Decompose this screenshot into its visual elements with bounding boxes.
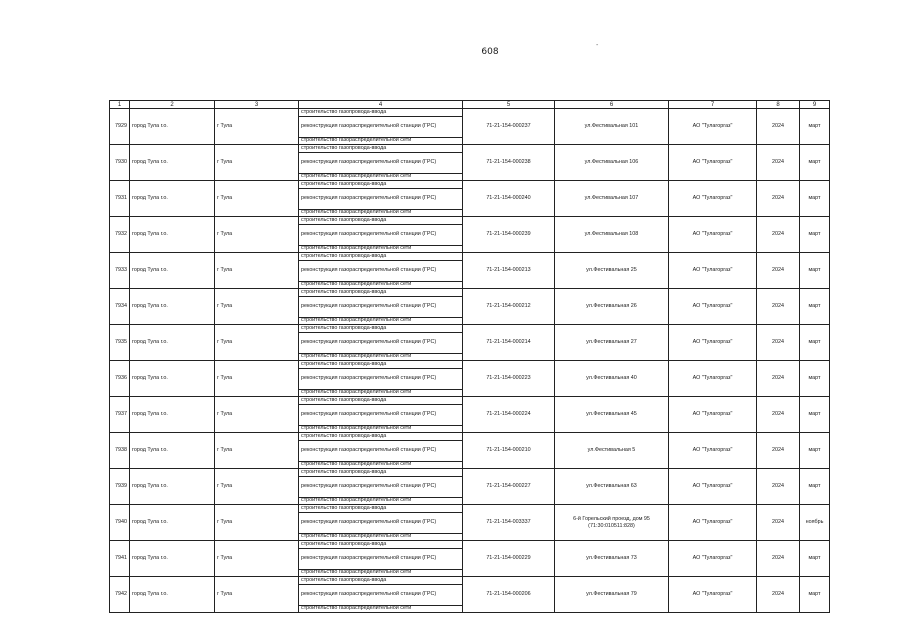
month-cell: март — [800, 109, 830, 145]
activity-grs-reconstruction: реконструкция газораспределительной станции (ГРС) — [299, 476, 463, 497]
col-header-6: 6 — [555, 101, 669, 109]
address-line: ул.Фестивальная 63 — [586, 483, 637, 490]
address-cell — [555, 361, 669, 397]
address-line: ул.Фестивальная 79 — [586, 591, 637, 598]
object-code-cell: 71-21-154-000227 — [463, 469, 555, 505]
object-code-cell: 71-21-154-000223 — [463, 361, 555, 397]
municipality-cell: город Тула г.о. — [130, 361, 215, 397]
row-number: 7937 — [110, 397, 130, 433]
municipality-cell: город Тула г.о. — [130, 433, 215, 469]
activity-distribution-network: строительство газораспределительной сети — [299, 497, 463, 505]
activity-distribution-network: строительство газораспределительной сети — [299, 425, 463, 433]
municipality-cell: город Тула г.о. — [130, 109, 215, 145]
activity-gas-inlet: строительство газопровода-ввода — [299, 505, 463, 513]
organization-cell: АО "Тулагоргаз" — [669, 253, 757, 289]
activity-distribution-network: строительство газораспределительной сети — [299, 281, 463, 289]
activity-gas-inlet: строительство газопровода-ввода — [299, 325, 463, 333]
activity-grs-reconstruction: реконструкция газораспределительной станции (ГРС) — [299, 332, 463, 353]
address-line: ул.Фестивальная 73 — [586, 555, 637, 562]
page-number: 608 — [481, 47, 499, 57]
object-code-cell: 71-21-154-000210 — [463, 433, 555, 469]
month-cell: март — [800, 469, 830, 505]
table-row — [110, 181, 830, 189]
table-row — [110, 253, 830, 261]
organization-cell: АО "Тулагоргаз" — [669, 181, 757, 217]
locality-cell: г Тула — [215, 397, 299, 433]
activity-distribution-network: строительство газораспределительной сети — [299, 245, 463, 253]
activity-distribution-network: строительство газораспределительной сети — [299, 317, 463, 325]
row-number: 7929 — [110, 109, 130, 145]
activity-grs-reconstruction: реконструкция газораспределительной станции (ГРС) — [299, 296, 463, 317]
organization-cell: АО "Тулагоргаз" — [669, 505, 757, 541]
row-number: 7941 — [110, 541, 130, 577]
municipality-cell: город Тула г.о. — [130, 145, 215, 181]
table-row — [110, 217, 830, 225]
address-cell — [555, 145, 669, 181]
activity-grs-reconstruction: реконструкция газораспределительной станции (ГРС) — [299, 260, 463, 281]
address-cadastral: (71:30:010511:828) — [588, 522, 635, 529]
month-cell: март — [800, 361, 830, 397]
table-body — [110, 109, 830, 613]
activity-distribution-network: строительство газораспределительной сети — [299, 353, 463, 361]
address-line: ул.Фестивальная 26 — [586, 303, 637, 310]
col-header-9: 9 — [800, 101, 830, 109]
locality-cell: г Тула — [215, 325, 299, 361]
year-cell: 2024 — [757, 289, 800, 325]
activity-gas-inlet: строительство газопровода-ввода — [299, 397, 463, 405]
address-cell — [555, 469, 669, 505]
activity-distribution-network: строительство газораспределительной сети — [299, 389, 463, 397]
object-code-cell: 71-21-154-003337 — [463, 505, 555, 541]
locality-cell: г Тула — [215, 253, 299, 289]
address-cell — [555, 217, 669, 253]
municipality-cell: город Тула г.о. — [130, 577, 215, 613]
row-number: 7933 — [110, 253, 130, 289]
address-cell — [555, 253, 669, 289]
activity-grs-reconstruction: реконструкция газораспределительной станции (ГРС) — [299, 512, 463, 533]
table-row — [110, 145, 830, 153]
activity-gas-inlet: строительство газопровода-ввода — [299, 145, 463, 153]
address-line: ул.Фестивальная 27 — [586, 339, 637, 346]
col-header-8: 8 — [757, 101, 800, 109]
month-cell: март — [800, 181, 830, 217]
row-number: 7936 — [110, 361, 130, 397]
year-cell: 2024 — [757, 361, 800, 397]
address-line: ул.Фестивальная 106 — [584, 159, 639, 166]
organization-cell: АО "Тулагоргаз" — [669, 217, 757, 253]
table-row — [110, 469, 830, 477]
locality-cell: г Тула — [215, 181, 299, 217]
object-code-cell: 71-21-154-000214 — [463, 325, 555, 361]
activity-distribution-network: строительство газораспределительной сети — [299, 533, 463, 541]
month-cell: март — [800, 541, 830, 577]
month-cell: март — [800, 397, 830, 433]
address-cell — [555, 505, 669, 541]
table-row — [110, 433, 830, 441]
municipality-cell: город Тула г.о. — [130, 253, 215, 289]
locality-cell: г Тула — [215, 109, 299, 145]
address-cell — [555, 181, 669, 217]
address-cell — [555, 109, 669, 145]
table-row — [110, 577, 830, 585]
locality-cell: г Тула — [215, 361, 299, 397]
organization-cell: АО "Тулагоргаз" — [669, 289, 757, 325]
row-number: 7942 — [110, 577, 130, 613]
locality-cell: г Тула — [215, 433, 299, 469]
object-code-cell: 71-21-154-000238 — [463, 145, 555, 181]
col-header-4: 4 — [299, 101, 463, 109]
row-number: 7930 — [110, 145, 130, 181]
activity-gas-inlet: строительство газопровода-ввода — [299, 289, 463, 297]
object-code-cell: 71-21-154-000240 — [463, 181, 555, 217]
row-number: 7931 — [110, 181, 130, 217]
activity-distribution-network: строительство газораспределительной сети — [299, 209, 463, 217]
activity-gas-inlet: строительство газопровода-ввода — [299, 181, 463, 189]
row-number: 7935 — [110, 325, 130, 361]
object-code-cell: 71-21-154-000229 — [463, 541, 555, 577]
activity-grs-reconstruction: реконструкция газораспределительной станции (ГРС) — [299, 224, 463, 245]
month-cell: март — [800, 145, 830, 181]
locality-cell: г Тула — [215, 469, 299, 505]
month-cell: март — [800, 577, 830, 613]
organization-cell: АО "Тулагоргаз" — [669, 541, 757, 577]
table-row — [110, 361, 830, 369]
table-row — [110, 289, 830, 297]
address-line: ул.Фестивальная 107 — [584, 195, 639, 202]
month-cell: ноябрь — [800, 505, 830, 541]
activity-grs-reconstruction: реконструкция газораспределительной станции (ГРС) — [299, 152, 463, 173]
row-number: 7939 — [110, 469, 130, 505]
address-cell — [555, 397, 669, 433]
month-cell: март — [800, 433, 830, 469]
address-cell — [555, 541, 669, 577]
address-line: ул.Фестивальная 101 — [584, 123, 639, 130]
address-line: ул.Фестивальная 108 — [584, 231, 639, 238]
locality-cell: г Тула — [215, 217, 299, 253]
municipality-cell: город Тула г.о. — [130, 217, 215, 253]
activity-gas-inlet: строительство газопровода-ввода — [299, 433, 463, 441]
municipality-cell: город Тула г.о. — [130, 505, 215, 541]
address-line: ул.Фестивальная 45 — [586, 411, 637, 418]
year-cell: 2024 — [757, 577, 800, 613]
object-code-cell: 71-21-154-000206 — [463, 577, 555, 613]
year-cell: 2024 — [757, 181, 800, 217]
municipality-cell: город Тула г.о. — [130, 541, 215, 577]
year-cell: 2024 — [757, 109, 800, 145]
activity-gas-inlet: строительство газопровода-ввода — [299, 253, 463, 261]
locality-cell: г Тула — [215, 505, 299, 541]
address-line: 6-й Горельский проезд, дом 95 — [573, 516, 650, 523]
activity-grs-reconstruction: реконструкция газораспределительной станции (ГРС) — [299, 188, 463, 209]
organization-cell: АО "Тулагоргаз" — [669, 325, 757, 361]
activity-distribution-network: строительство газораспределительной сети — [299, 173, 463, 181]
month-cell: март — [800, 325, 830, 361]
address-line: ул.Фестивальная 25 — [586, 267, 637, 274]
table-row — [110, 109, 830, 117]
address-cell — [555, 577, 669, 613]
organization-cell: АО "Тулагоргаз" — [669, 577, 757, 613]
object-code-cell: 71-21-154-000239 — [463, 217, 555, 253]
activity-gas-inlet: строительство газопровода-ввода — [299, 109, 463, 117]
object-code-cell: 71-21-154-000212 — [463, 289, 555, 325]
col-header-1: 1 — [110, 101, 130, 109]
col-header-5: 5 — [463, 101, 555, 109]
year-cell: 2024 — [757, 325, 800, 361]
object-code-cell: 71-21-154-000213 — [463, 253, 555, 289]
activity-grs-reconstruction: реконструкция газораспределительной станции (ГРС) — [299, 368, 463, 389]
month-cell: март — [800, 289, 830, 325]
activity-grs-reconstruction: реконструкция газораспределительной станции (ГРС) — [299, 584, 463, 605]
year-cell: 2024 — [757, 145, 800, 181]
activity-grs-reconstruction: реконструкция газораспределительной станции (ГРС) — [299, 116, 463, 137]
activity-distribution-network: строительство газораспределительной сети — [299, 137, 463, 145]
address-line: ул.Фестивальная 40 — [586, 375, 637, 382]
year-cell: 2024 — [757, 217, 800, 253]
organization-cell: АО "Тулагоргаз" — [669, 469, 757, 505]
table-row — [110, 505, 830, 513]
object-code-cell: 71-21-154-000224 — [463, 397, 555, 433]
address-line: ул.Фестивальная 5 — [587, 447, 636, 454]
year-cell: 2024 — [757, 253, 800, 289]
activity-grs-reconstruction: реконструкция газораспределительной станции (ГРС) — [299, 404, 463, 425]
year-cell: 2024 — [757, 397, 800, 433]
row-number: 7932 — [110, 217, 130, 253]
year-cell: 2024 — [757, 433, 800, 469]
municipality-cell: город Тула г.о. — [130, 325, 215, 361]
address-cell — [555, 433, 669, 469]
table-row — [110, 541, 830, 549]
municipality-cell: город Тула г.о. — [130, 289, 215, 325]
gas-works-table — [109, 100, 830, 613]
col-header-7: 7 — [669, 101, 757, 109]
col-header-3: 3 — [215, 101, 299, 109]
table-row — [110, 397, 830, 405]
row-number: 7938 — [110, 433, 130, 469]
col-header-2: 2 — [130, 101, 215, 109]
activity-gas-inlet: строительство газопровода-ввода — [299, 541, 463, 549]
activity-gas-inlet: строительство газопровода-ввода — [299, 469, 463, 477]
row-number: 7940 — [110, 505, 130, 541]
organization-cell: АО "Тулагоргаз" — [669, 361, 757, 397]
row-number: 7934 — [110, 289, 130, 325]
year-cell: 2024 — [757, 505, 800, 541]
locality-cell: г Тула — [215, 577, 299, 613]
address-cell — [555, 289, 669, 325]
month-cell: март — [800, 217, 830, 253]
organization-cell: АО "Тулагоргаз" — [669, 433, 757, 469]
locality-cell: г Тула — [215, 145, 299, 181]
municipality-cell: город Тула г.о. — [130, 469, 215, 505]
organization-cell: АО "Тулагоргаз" — [669, 145, 757, 181]
locality-cell: г Тула — [215, 541, 299, 577]
activity-gas-inlet: строительство газопровода-ввода — [299, 361, 463, 369]
activity-grs-reconstruction: реконструкция газораспределительной станции (ГРС) — [299, 548, 463, 569]
activity-grs-reconstruction: реконструкция газораспределительной станции (ГРС) — [299, 440, 463, 461]
organization-cell: АО "Тулагоргаз" — [669, 109, 757, 145]
municipality-cell: город Тула г.о. — [130, 181, 215, 217]
year-cell: 2024 — [757, 541, 800, 577]
activity-gas-inlet: строительство газопровода-ввода — [299, 577, 463, 585]
table-row — [110, 325, 830, 333]
object-code-cell: 71-21-154-000237 — [463, 109, 555, 145]
year-cell: 2024 — [757, 469, 800, 505]
organization-cell: АО "Тулагоргаз" — [669, 397, 757, 433]
activity-distribution-network: строительство газораспределительной сети — [299, 605, 463, 613]
address-cell — [555, 325, 669, 361]
month-cell: март — [800, 253, 830, 289]
municipality-cell: город Тула г.о. — [130, 397, 215, 433]
locality-cell: г Тула — [215, 289, 299, 325]
activity-gas-inlet: строительство газопровода-ввода — [299, 217, 463, 225]
activity-distribution-network: строительство газораспределительной сети — [299, 461, 463, 469]
header-row — [110, 101, 830, 109]
activity-distribution-network: строительство газораспределительной сети — [299, 569, 463, 577]
scan-dash-mark: - — [596, 42, 599, 49]
